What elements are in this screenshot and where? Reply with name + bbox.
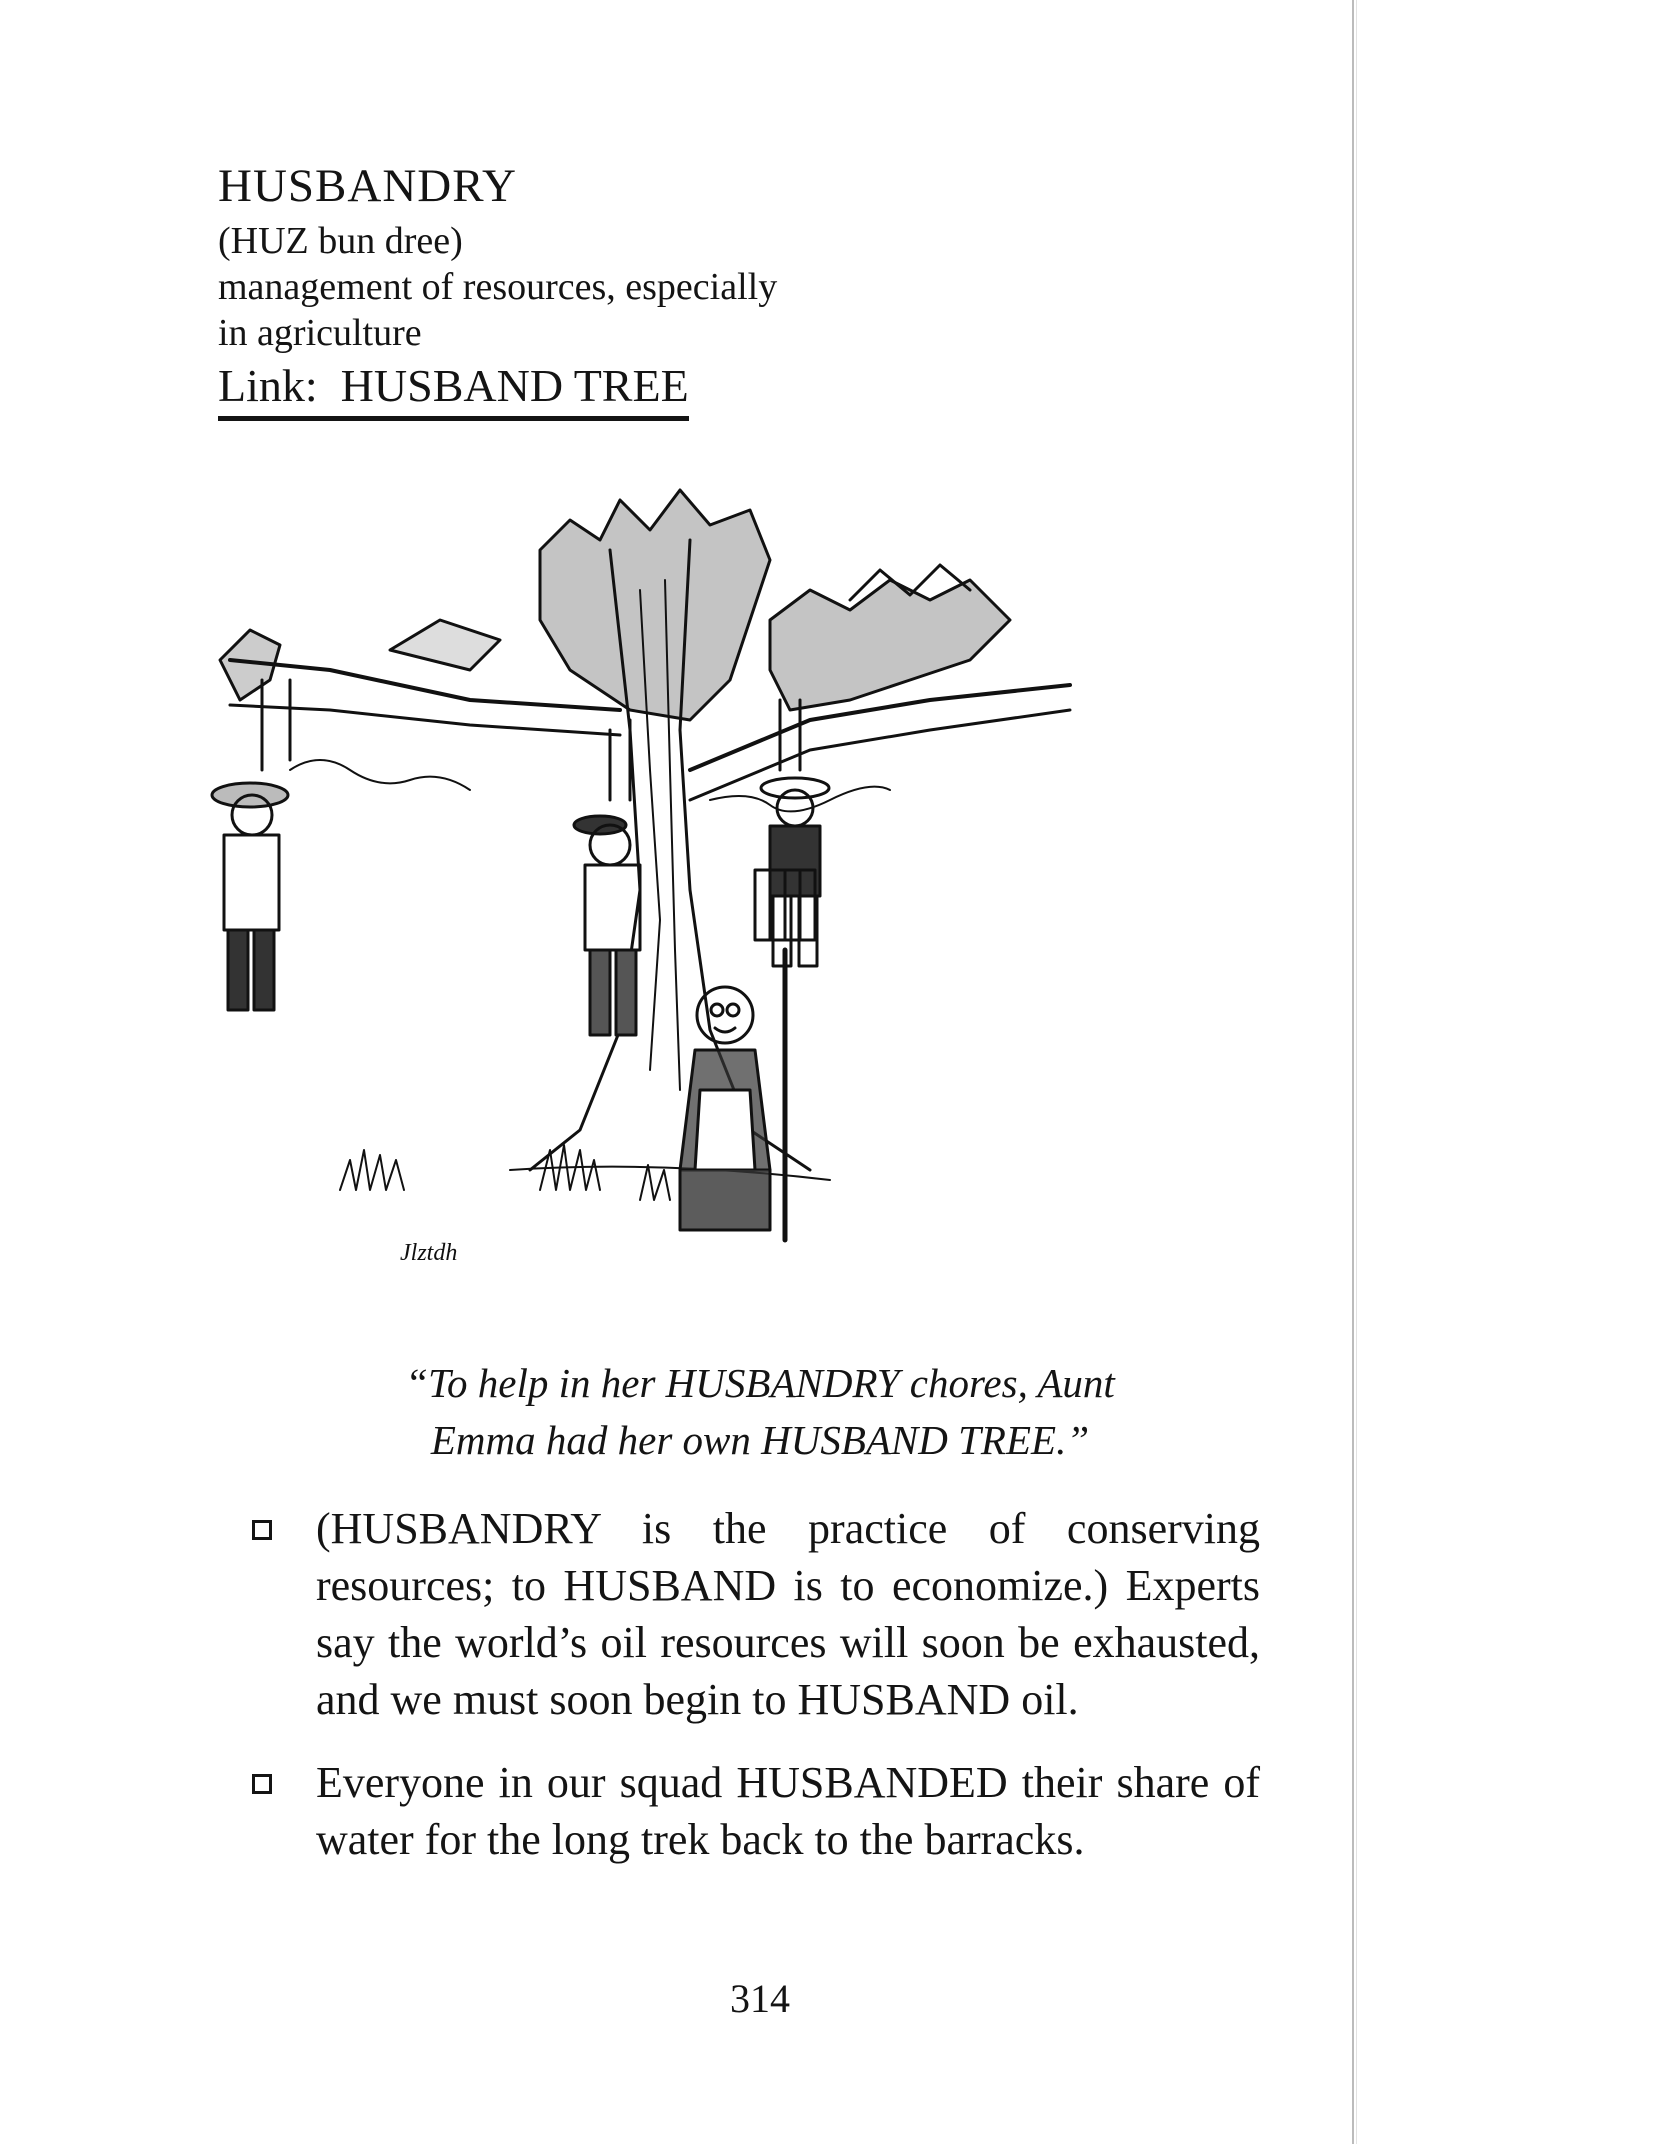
- husband-tree-cartoon: [210, 470, 1250, 1350]
- page-edge-shadow: [1356, 0, 1357, 2144]
- page-edge-line: [1352, 0, 1354, 2144]
- grass: [340, 1145, 670, 1200]
- aunt-emma-figure: [680, 870, 815, 1240]
- caption-line-2: Emma had her own HUSBAND TREE.”: [430, 1417, 1090, 1463]
- example-text: Everyone in our squad HUSBANDED their share of water for the long trek back to the barracks.: [316, 1758, 1260, 1864]
- checkbox-icon: [252, 1520, 272, 1540]
- link-phrase: HUSBAND TREE: [340, 360, 689, 411]
- example-item: [240, 1754, 1260, 1868]
- checkbox-icon: [252, 1774, 272, 1794]
- vocabulary-entry: [218, 158, 938, 421]
- artist-signature: Jlztdh: [400, 1240, 458, 1266]
- example-text: (HUSBANDRY is the practice of conserving resources; to HUSBAND is to economize.) Experts say the world’s oil resources will soon be exhausted, and we must soon begin to HUSBAND oil.: [316, 1504, 1260, 1724]
- hanging-husband-1: [212, 680, 290, 1010]
- example-item: [240, 1500, 1260, 1728]
- page-number: 314: [730, 1976, 790, 2021]
- example-list: [240, 1500, 1260, 1894]
- entry-pronunciation: (HUZ bun dree): [218, 220, 463, 262]
- entry-link: [218, 358, 689, 421]
- hanging-husband-2: [574, 720, 640, 1035]
- entry-word: HUSBANDRY: [218, 160, 517, 212]
- link-label: Link:: [218, 360, 318, 411]
- entry-definition-line-1: management of resources, especially: [218, 266, 778, 308]
- caption-line-1: “To help in her HUSBANDRY chores, Aunt: [405, 1360, 1115, 1406]
- entry-definition-line-2: in agriculture: [218, 312, 422, 354]
- illustration-caption: [300, 1355, 1220, 1469]
